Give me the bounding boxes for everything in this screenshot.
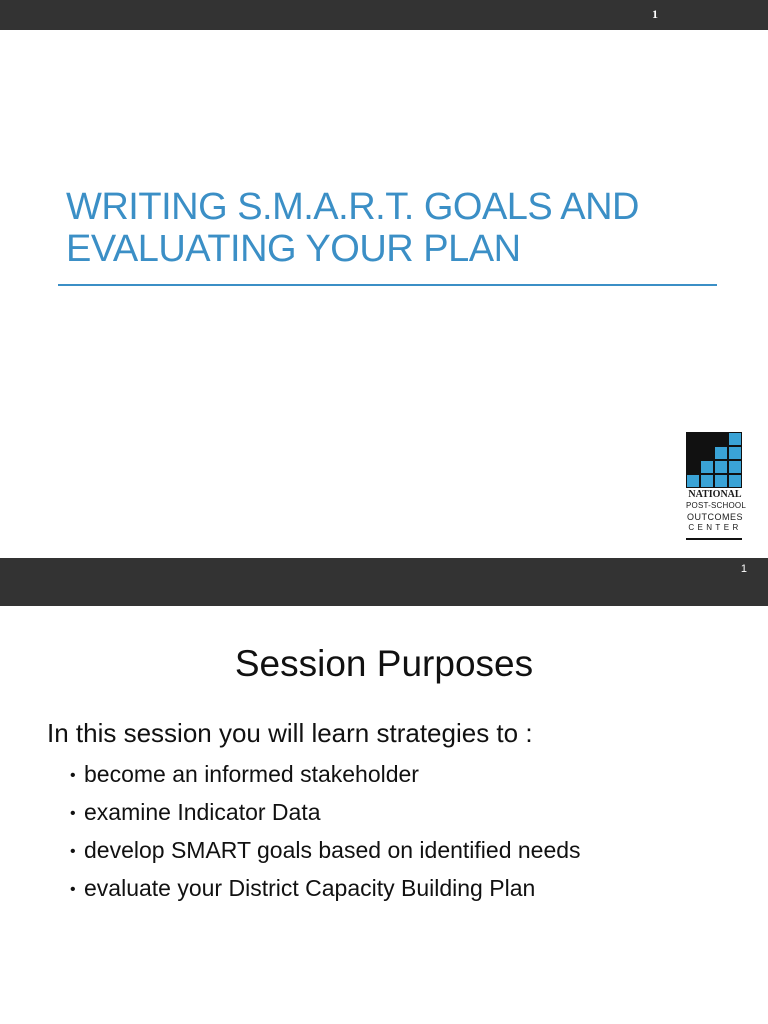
slide-divider-bar <box>0 558 768 606</box>
bullet-icon: • <box>70 767 76 784</box>
title-underline <box>58 284 717 286</box>
page-number: 1 <box>652 7 658 21</box>
list-item <box>70 832 581 870</box>
logo-baseline <box>686 538 742 540</box>
list-item-text: develop SMART goals based on identified needs <box>84 837 581 863</box>
list-item-text: examine Indicator Data <box>84 799 321 825</box>
logo-text-post-school: POST-SCHOOL <box>686 501 746 510</box>
npsoc-logo <box>686 432 744 542</box>
list-item <box>70 794 581 832</box>
logo-text-outcomes: OUTCOMES <box>686 512 743 522</box>
logo-text-center: CENTER <box>688 523 742 532</box>
session-intro: In this session you will learn strategies to : <box>47 718 533 748</box>
npsoc-logo-icon <box>686 432 742 488</box>
list-item-text: evaluate your District Capacity Building Plan <box>84 875 536 901</box>
slide-title-line-1: WRITING S.M.A.R.T. GOALS AND <box>66 186 639 228</box>
page-number-2: 1 <box>740 563 747 575</box>
top-header-bar <box>0 0 768 30</box>
list-item-text: become an informed stakeholder <box>84 761 419 787</box>
bullet-icon: • <box>70 805 76 822</box>
session-title: Session Purposes <box>234 643 534 684</box>
slide-title <box>66 186 706 270</box>
logo-text-national: NATIONAL <box>688 489 742 500</box>
slide-title-line-2: EVALUATING YOUR PLAN <box>66 228 521 270</box>
bullet-icon: • <box>70 881 76 898</box>
purpose-list <box>70 756 581 908</box>
list-item <box>70 870 581 908</box>
bullet-icon: • <box>70 843 76 860</box>
list-item <box>70 756 581 794</box>
